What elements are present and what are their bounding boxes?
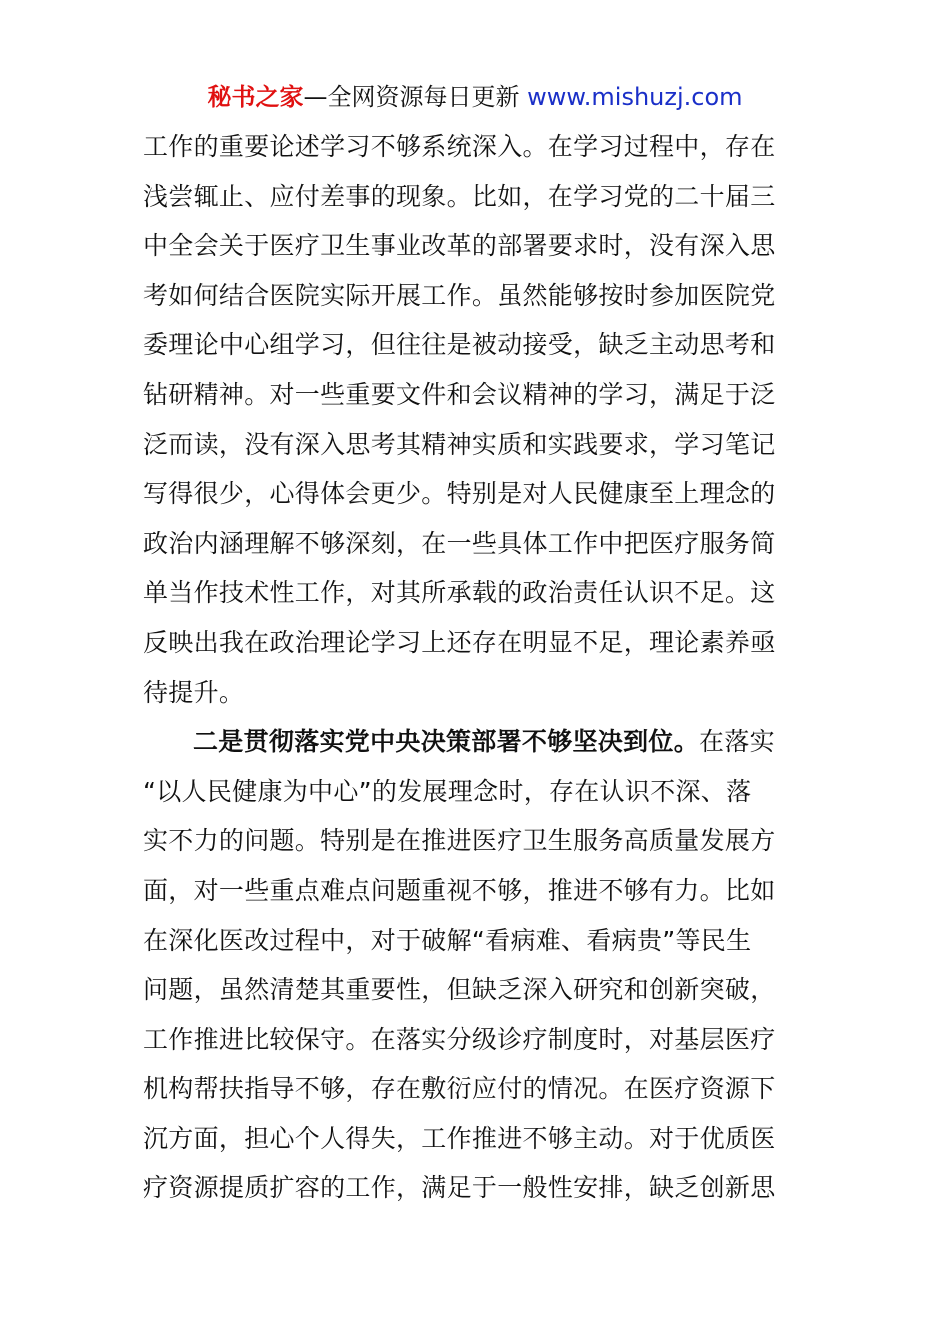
text-line: 浅尝辄止、应付差事的现象。比如，在学习党的二十届三 [143, 181, 776, 211]
text-line: 单当作技术性工作，对其所承载的政治责任认识不足。这 [143, 578, 776, 608]
text-line: 待提升。 [143, 677, 245, 707]
text-line: 工作推进比较保守。在落实分级诊疗制度时，对基层医疗 [143, 1024, 776, 1054]
text-line: 疗资源提质扩容的工作，满足于一般性安排，缺乏创新思 [143, 1173, 776, 1203]
paragraph-heading: 二是贯彻落实党中央决策部署不够坚决到位。 [193, 727, 700, 757]
text-line: 政治内涵理解不够深刻，在一些具体工作中把医疗服务简 [143, 528, 776, 558]
site-header [0, 80, 950, 114]
text-line: “以人民健康为中心”的发展理念时，存在认识不深、落 [143, 776, 752, 806]
text-line: 问题，虽然清楚其重要性，但缺乏深入研究和创新突破， [143, 975, 776, 1005]
text-line: 在深化医改过程中，对于破解“看病难、看病贵”等民生 [143, 925, 752, 955]
text-line: 考如何结合医院实际开展工作。虽然能够按时参加医院党 [143, 280, 776, 310]
paragraph-heading-line [143, 717, 823, 767]
text-line: 写得很少，心得体会更少。特别是对人民健康至上理念的 [143, 479, 776, 509]
text-line: 中全会关于医疗卫生事业改革的部署要求时，没有深入思 [143, 231, 776, 261]
text-line: 泛而读，没有深入思考其精神实质和实践要求，学习笔记 [143, 429, 776, 459]
text-line: 机构帮扶指导不够，存在敷衍应付的情况。在医疗资源下 [143, 1074, 776, 1104]
document-body [143, 122, 823, 1213]
paragraph-heading-continuation: 在落实 [699, 727, 775, 757]
text-line: 工作的重要论述学习不够系统深入。在学习过程中，存在 [143, 132, 776, 161]
text-line: 沉方面，担心个人得失，工作推进不够主动。对于优质医 [143, 1123, 776, 1153]
text-line: 委理论中心组学习，但往往是被动接受，缺乏主动思考和 [143, 330, 776, 360]
text-line: 反映出我在政治理论学习上还存在明显不足，理论素养亟 [143, 627, 776, 657]
text-line: 实不力的问题。特别是在推进医疗卫生服务高质量发展方 [143, 826, 776, 856]
text-line: 面，对一些重点难点问题重视不够，推进不够有力。比如 [143, 875, 776, 905]
header-brand: 秘书之家 [207, 83, 304, 111]
text-line: 钻研精神。对一些重要文件和会议精神的学习，满足于泛 [143, 379, 776, 409]
header-tagline: —全网资源每日更新 [303, 83, 528, 111]
header-url-link[interactable]: www.mishuzj.com [527, 83, 743, 111]
